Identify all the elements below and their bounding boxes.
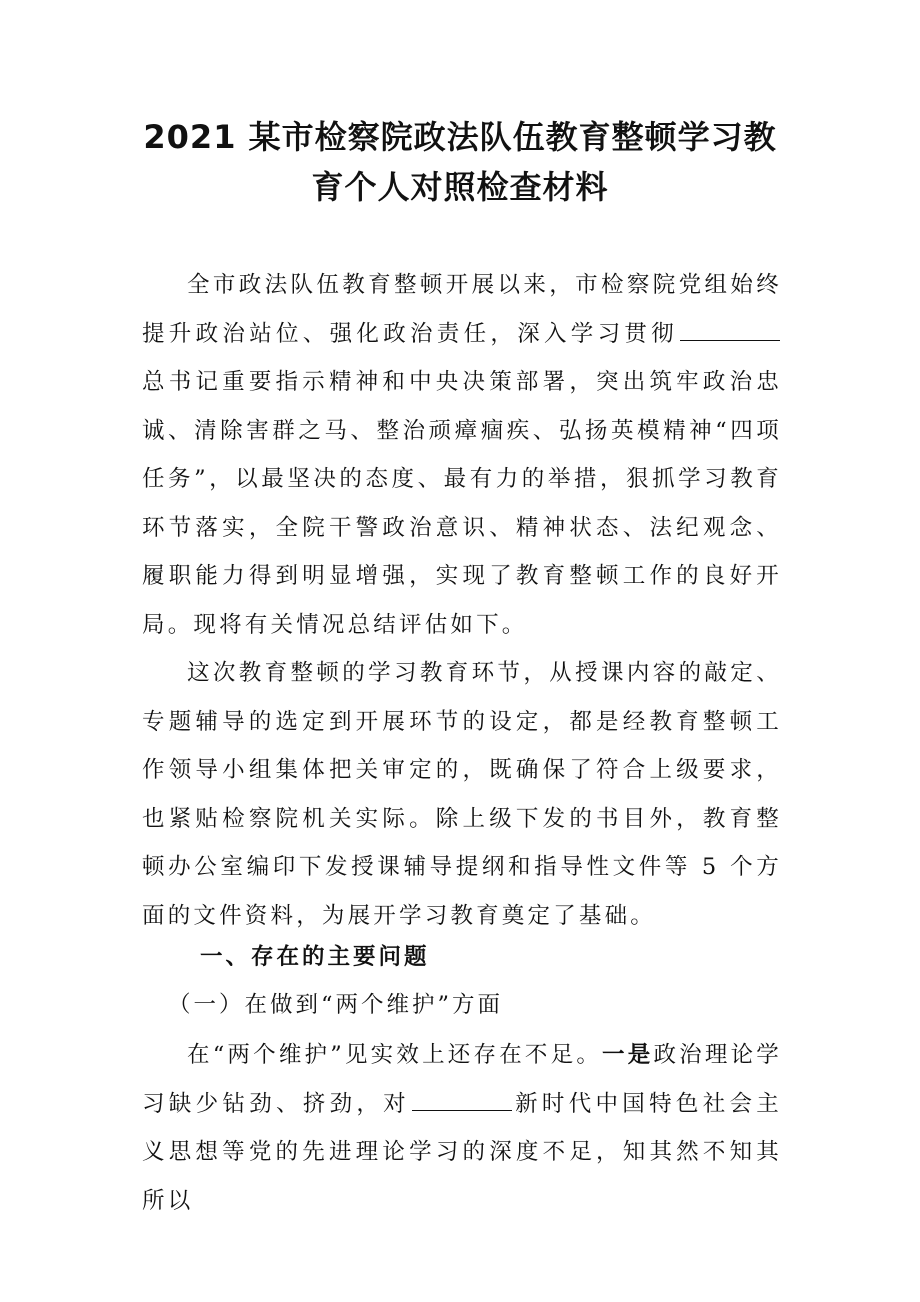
paragraph-two-safeguards-part-c: 新时代中国特色社会主义思想等党的先进理论学习的深度不足，知其然不知其所以 [142, 1090, 782, 1214]
document-title [130, 112, 790, 212]
paragraph-two-safeguards-part-b: 政治理论学习缺少钻劲、挤劲，对 [142, 1042, 782, 1117]
blank-underline [680, 320, 780, 341]
paragraph-study-session [142, 649, 782, 940]
title-line-1: 2021 某市检察院政法队伍教育整顿学习教 [143, 118, 777, 156]
paragraph-intro [142, 261, 782, 649]
paragraph-intro-part-b: 总书记重要指示精神和中央决策部署，突出筑牢政治忠诚、清除害群之马、整治顽瘴痼疾、弘扬英模精神“四项任务”，以最坚决的态度、最有力的举措，狠抓学习教育环节落实，全院干警政治意识、精神状态、法纪观念、履职能力得到明显增强，实现了教育整顿工作的良好开局。现将有关情况总结评估如下。 [142, 369, 782, 638]
subsection-heading-two-safeguards: （一）在做到“两个维护”方面 [168, 992, 504, 1018]
emphasis-first-point: 一是 [602, 1042, 654, 1068]
section-heading-main-problems: 一、存在的主要问题 [200, 944, 430, 970]
blank-underline-2 [412, 1090, 512, 1111]
paragraph-study-session-text: 这次教育整顿的学习教育环节，从授课内容的敲定、专题辅导的选定到开展环节的设定，都是经教育整顿工作领导小组集体把关审定的，既确保了符合上级要求，也紧贴检察院机关实际。除上级下发的书目外，教育整顿办公室编印下发授课辅导提纲和指导性文件等 5 个方面的文件资料，为展开学习教育奠定了基础。 [142, 660, 782, 929]
paragraph-intro-part-a: 全市政法队伍教育整顿开展以来，市检察院党组始终提升政治站位、强化政治责任，深入学习贯彻 [142, 272, 782, 347]
paragraph-two-safeguards-part-a: 在“两个维护”见实效上还存在不足。 [187, 1042, 603, 1068]
title-line-2: 育个人对照检查材料 [311, 168, 609, 206]
paragraph-two-safeguards [142, 1031, 782, 1225]
